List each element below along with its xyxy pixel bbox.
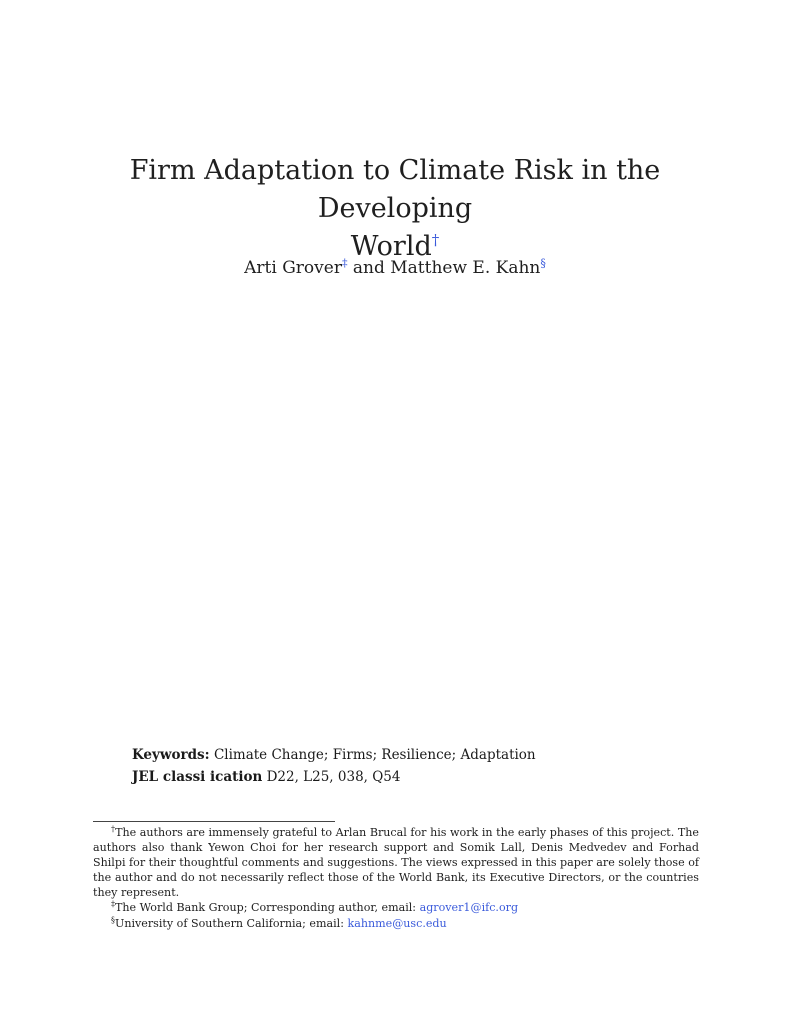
author-conjunction: and (352, 258, 385, 278)
jel-line (132, 766, 536, 788)
footnote-3-mark: § (111, 914, 115, 924)
keywords-line (132, 744, 536, 766)
footnote-1-mark: † (111, 824, 116, 834)
author-line (95, 258, 695, 278)
footnote-1-text: The authors are immensely grateful to Arlan Brucal for his work in the early phases of this project. The authors also thank Yewon Choi for her research support and Somik Lall, Denis Medvedev and Forhad Shilpi for their thoughtful comments and suggestions. The views expressed in this paper are solely those of the author and do not necessarily reflect those of the World Bank, its Executive Directors, or the countries they represent. (93, 826, 699, 900)
title-line-2: World (350, 231, 432, 262)
keywords-value: Climate Change; Firms; Resilience; Adaptation (213, 747, 536, 763)
title-footnote-mark[interactable]: † (431, 231, 440, 249)
paper-title (95, 152, 695, 266)
jel-value: D22, L25, 038, Q54 (266, 769, 401, 785)
author-name-1: Arti Grover (244, 258, 342, 278)
footnote-2 (93, 900, 699, 915)
jel-label: JEL classi ication (132, 769, 263, 785)
email-link-grover[interactable]: agrover1@ifc.org (419, 901, 519, 915)
author-2-footnote-mark[interactable]: § (540, 256, 546, 270)
keywords-label: Keywords: (132, 747, 210, 763)
keywords-block (132, 744, 536, 788)
footnote-3-text: University of Southern California; email: (115, 916, 344, 930)
email-link-kahn[interactable]: kahnme@usc.edu (347, 916, 447, 930)
footnote-2-text: The World Bank Group; Corresponding author, email: (115, 901, 417, 915)
author-1-footnote-mark[interactable]: ‡ (341, 256, 348, 270)
author-name-2: Matthew E. Kahn (390, 258, 541, 278)
footnote-3 (93, 916, 699, 931)
footnote-1 (93, 825, 699, 900)
title-line-1: Firm Adaptation to Climate Risk in the Developing (129, 155, 661, 224)
footnote-2-mark: ‡ (111, 899, 115, 909)
footnote-divider (93, 821, 335, 822)
footnotes (93, 825, 699, 931)
